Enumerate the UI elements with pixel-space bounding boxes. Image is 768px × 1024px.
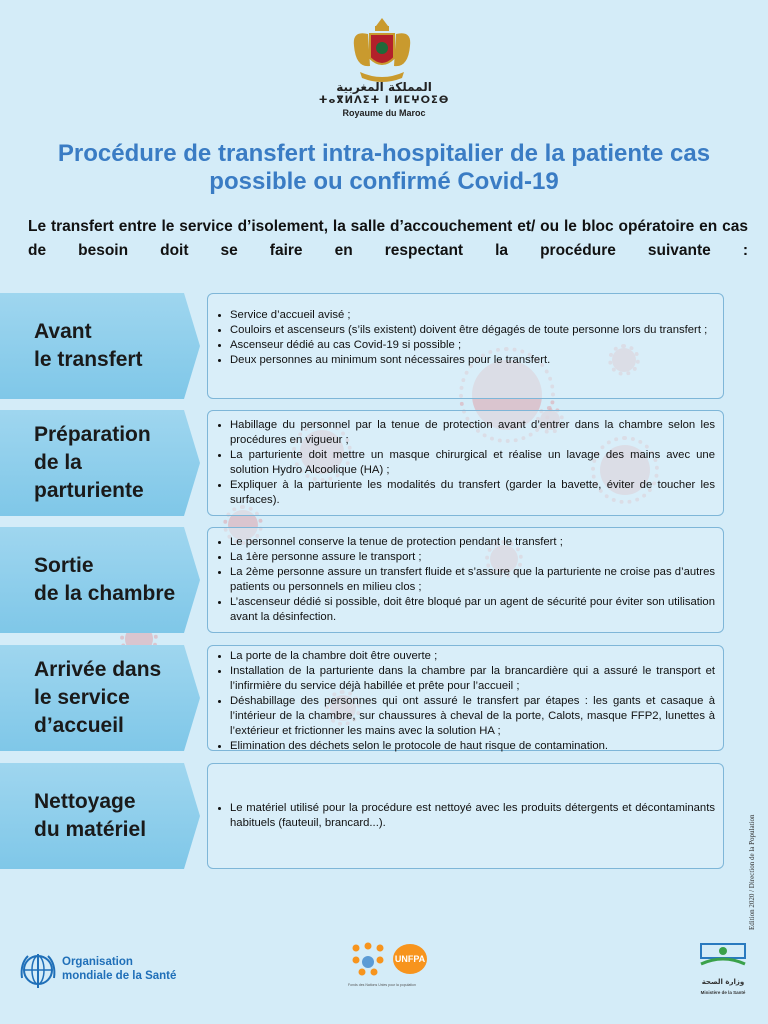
stage-details-box	[207, 763, 724, 869]
list-item: • Elimination des déchets selon le protocole de haut risque de contamination.	[230, 739, 715, 754]
government-name-tifinagh: ⵜⴰⴳⵍⴷⵉⵜ ⵏ ⵍⵎⵖⵔⵉⴱ	[318, 95, 450, 106]
list-item: • Service d’accueil avisé ;	[230, 308, 715, 323]
list-item: • Déshabillage des personnes qui ont assuré le transfert par étapes : les gants et casaque à l’intérieur de la chambre, sur chaussures à cheval de la porte, Calots, masque FFP2, lunettes à l’extérieur et frictionner les mains avec la solution HA ;	[230, 694, 715, 739]
stage-details-box	[207, 293, 724, 399]
list-item: • La 1ère personne assure le transport ;	[230, 550, 715, 565]
unfpa-logo: UNFPA	[393, 944, 427, 974]
stage-label: Préparation de la parturiente	[34, 423, 151, 502]
list-item: • Le matériel utilisé pour la procédure est nettoyé avec les produits détergents et décontaminants habituels (fauteuil, brancard...).	[230, 801, 715, 831]
list-item: • Couloirs et ascenseurs (s’ils existent) doivent être dégagés de toute personne lors du transfert ;	[230, 323, 715, 338]
ministry-name-arabic: وزارة الصحة	[701, 978, 745, 986]
government-name: Royaume du Maroc	[342, 108, 426, 118]
stage-row-arrivee	[0, 645, 728, 751]
list-item: • Expliquer à la parturiente les modalités du transfert (garder la bavette, éviter de toucher les surfaces).	[230, 478, 715, 508]
intro-text: Le transfert entre le service d’isolement, la salle d’accouchement et/ ou le bloc opératoire en cas de besoin doit se faire en respectant la procédure suivante :	[28, 218, 748, 259]
list-item: • Le personnel conserve la tenue de protection pendant le transfert ;	[230, 535, 715, 550]
list-item: • La 2ème personne assure un transfert fluide et s’assure que la parturiente ne croise pas d’autres patients ou personnels en milieu clos ;	[230, 565, 715, 595]
list-item: • La parturiente doit mettre un masque chirurgical et réalise un lavage des mains avec une solution Hydro Alcoolique (HA) ;	[230, 448, 715, 478]
ministry-name: Ministère de la Santé	[700, 990, 746, 995]
stage-row-nettoyage	[0, 763, 728, 869]
stage-row-sortie	[0, 527, 728, 633]
stage-label: Sortie de la chambre	[34, 554, 176, 605]
who-name: Organisation mondiale de la Santé	[62, 956, 177, 982]
government-name-arabic: المملكة المغربية	[336, 80, 432, 94]
page-title: Procédure de transfert intra-hospitalier de la patiente cas possible ou confirmé Covid-19	[57, 140, 711, 195]
coat-of-arms-icon	[346, 16, 418, 84]
stage-details-box	[207, 645, 724, 751]
stage-label: Avant le transfert	[34, 320, 143, 371]
list-item: • L’ascenseur dédié si possible, doit être bloqué par un agent de sécurité pour éviter son utilisation avant la désinfection.	[230, 595, 715, 625]
stage-details-box	[207, 410, 724, 516]
ministry-health-icon	[697, 940, 749, 976]
stage-row-avant-transfert	[0, 293, 728, 399]
list-item: • Habillage du personnel par la tenue de protection avant d’entrer dans la chambre selon les procédures en vigueur ;	[230, 418, 715, 448]
list-item: • Installation de la parturiente dans la chambre par la brancardière qui a assuré le transport et l’infirmière du service déjà habillée et prête pour l’accueil ;	[230, 664, 715, 694]
list-item: • Ascenseur dédié au cas Covid-19 si possible ;	[230, 338, 715, 353]
edition-note	[738, 790, 756, 930]
stage-row-preparation	[0, 410, 728, 516]
who-emblem-icon	[18, 950, 58, 990]
list-item: • La porte de la chambre doit être ouverte ;	[230, 649, 715, 664]
unfpa-tagline: Fonds des Nations Unies pour la population	[348, 983, 416, 987]
list-item: • Deux personnes au minimum sont nécessaires pour le transfert.	[230, 353, 715, 368]
unicef-people-icon	[348, 942, 388, 976]
stage-label: Nettoyage du matériel	[34, 790, 147, 841]
stage-details-box	[207, 527, 724, 633]
stage-label: Arrivée dans le service d’accueil	[34, 658, 162, 737]
edition-note-text: Edition 2020 / Direction de la Population	[748, 814, 756, 930]
